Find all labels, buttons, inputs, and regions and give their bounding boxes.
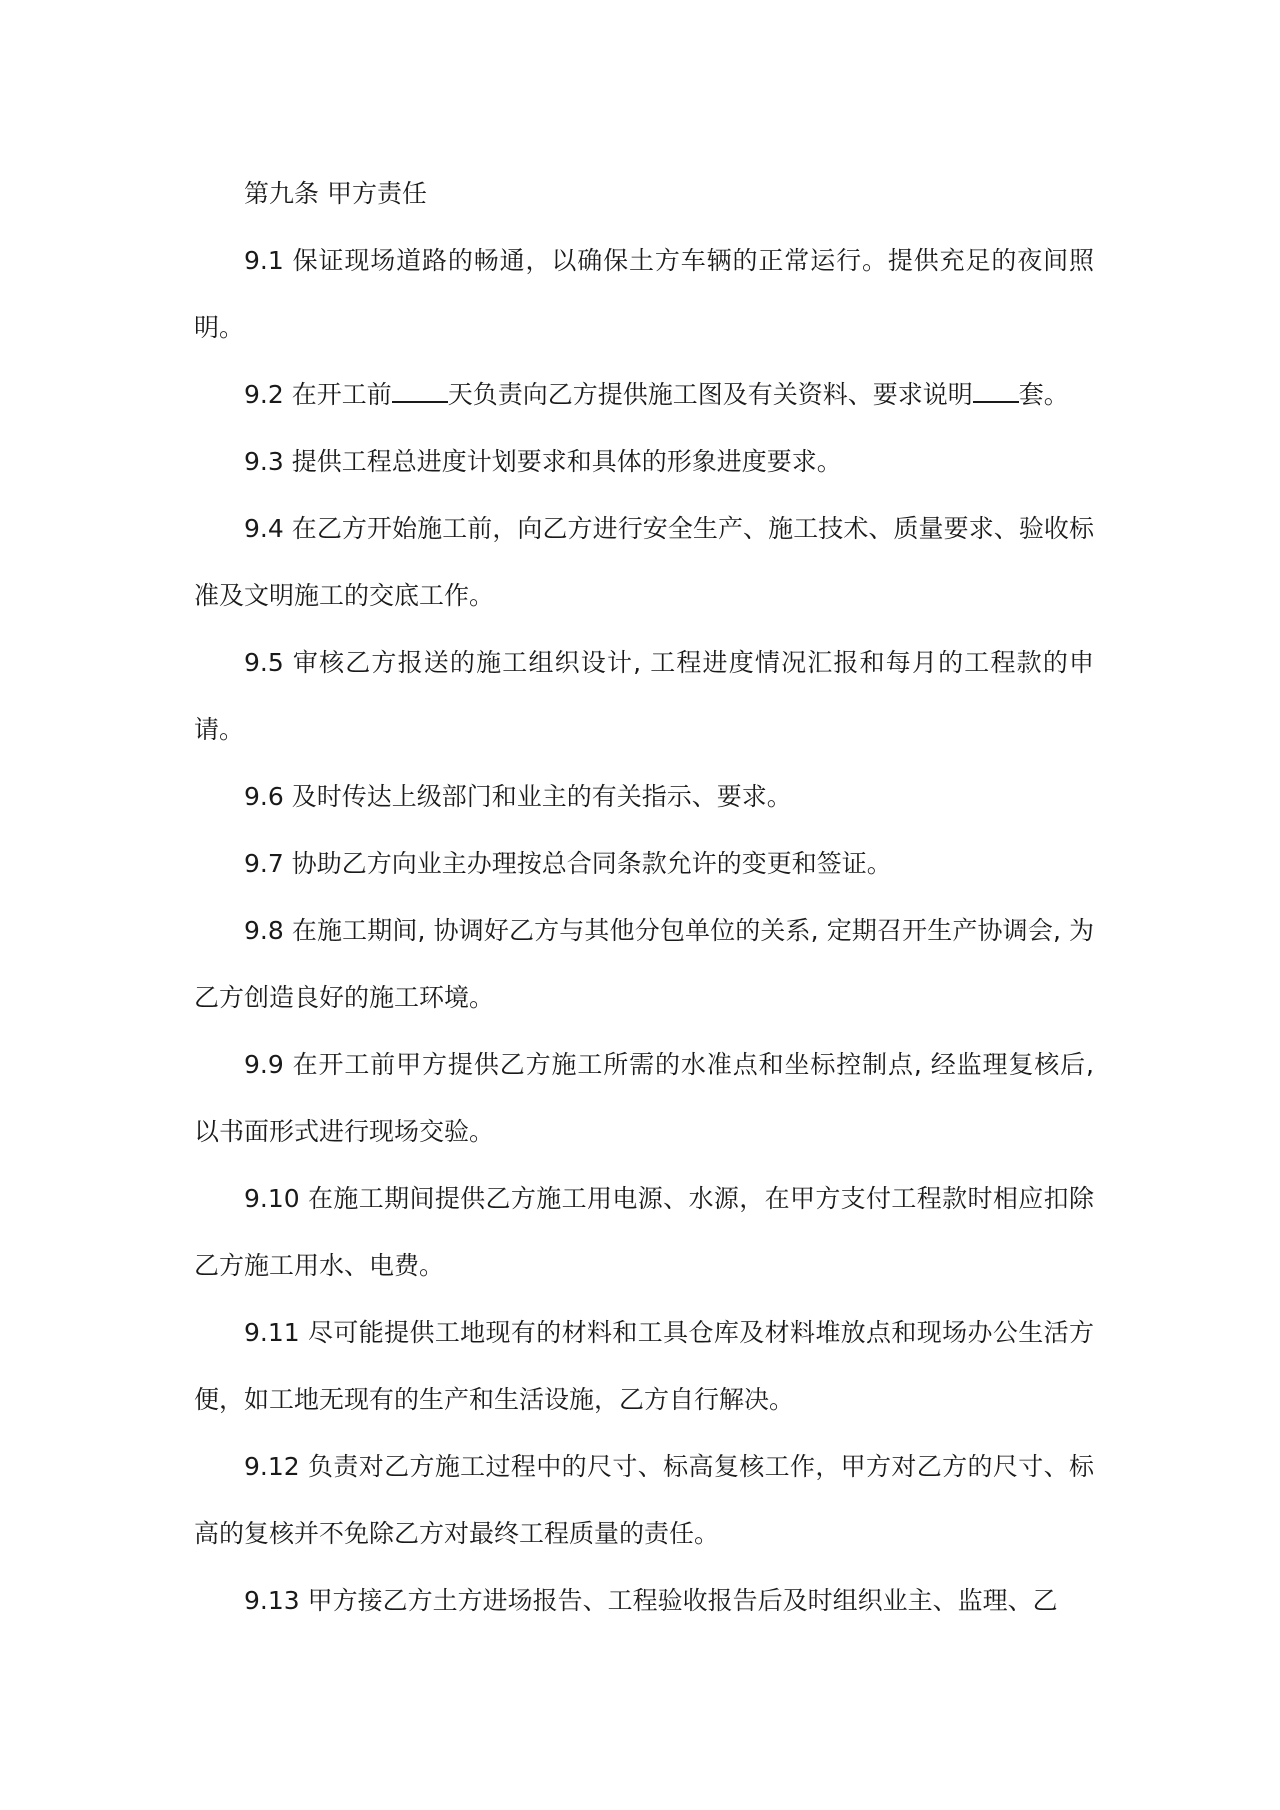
paragraph-9-12: 9.12 负责对乙方施工过程中的尺寸、标高复核工作，甲方对乙方的尺寸、标高的复核并不免除乙方对最终工程质量的责任。 [194,1452,1094,1548]
paragraph-9-3: 9.3 提供工程总进度计划要求和具体的形象进度要求。 [244,447,842,476]
paragraph-9-7: 9.7 协助乙方向业主办理按总合同条款允许的变更和签证。 [244,849,892,878]
paragraph-9-5: 9.5 审核乙方报送的施工组织设计, 工程进度情况汇报和每月的工程款的申请。 [194,648,1094,744]
paragraph-9-2-part3: 套。 [1018,380,1069,409]
paragraph-9-13: 9.13 甲方接乙方土方进场报告、工程验收报告后及时组织业主、监理、乙 [244,1586,1058,1615]
paragraph-9-2-part1: 9.2 在开工前 [244,380,392,409]
paragraph-9-10: 9.10 在施工期间提供乙方施工用电源、水源，在甲方支付工程款时相应扣除乙方施工用水、电费。 [194,1184,1094,1280]
document-body [194,160,1094,1634]
paragraph-9-11: 9.11 尽可能提供工地现有的材料和工具仓库及材料堆放点和现场办公生活方便，如工地无现有的生产和生活设施，乙方自行解决。 [194,1318,1094,1414]
paragraph-9-6: 9.6 及时传达上级部门和业主的有关指示、要求。 [244,782,792,811]
paragraph-9-2 [194,361,1094,428]
paragraph-9-1: 9.1 保证现场道路的畅通，以确保土方车辆的正常运行。提供充足的夜间照明。 [194,246,1094,342]
blank-line-days [392,379,448,403]
paragraph-9-4: 9.4 在乙方开始施工前，向乙方进行安全生产、施工技术、质量要求、验收标准及文明施工的交底工作。 [194,514,1094,610]
paragraph-9-8: 9.8 在施工期间, 协调好乙方与其他分包单位的关系, 定期召开生产协调会, 为乙方创造良好的施工环境。 [194,916,1094,1012]
section-heading: 第九条 甲方责任 [244,179,427,208]
paragraph-9-9: 9.9 在开工前甲方提供乙方施工所需的水准点和坐标控制点, 经监理复核后, 以书面形式进行现场交验。 [194,1050,1094,1146]
paragraph-9-2-part2: 天负责向乙方提供施工图及有关资料、要求说明 [447,380,973,409]
blank-line-sets [973,379,1019,403]
